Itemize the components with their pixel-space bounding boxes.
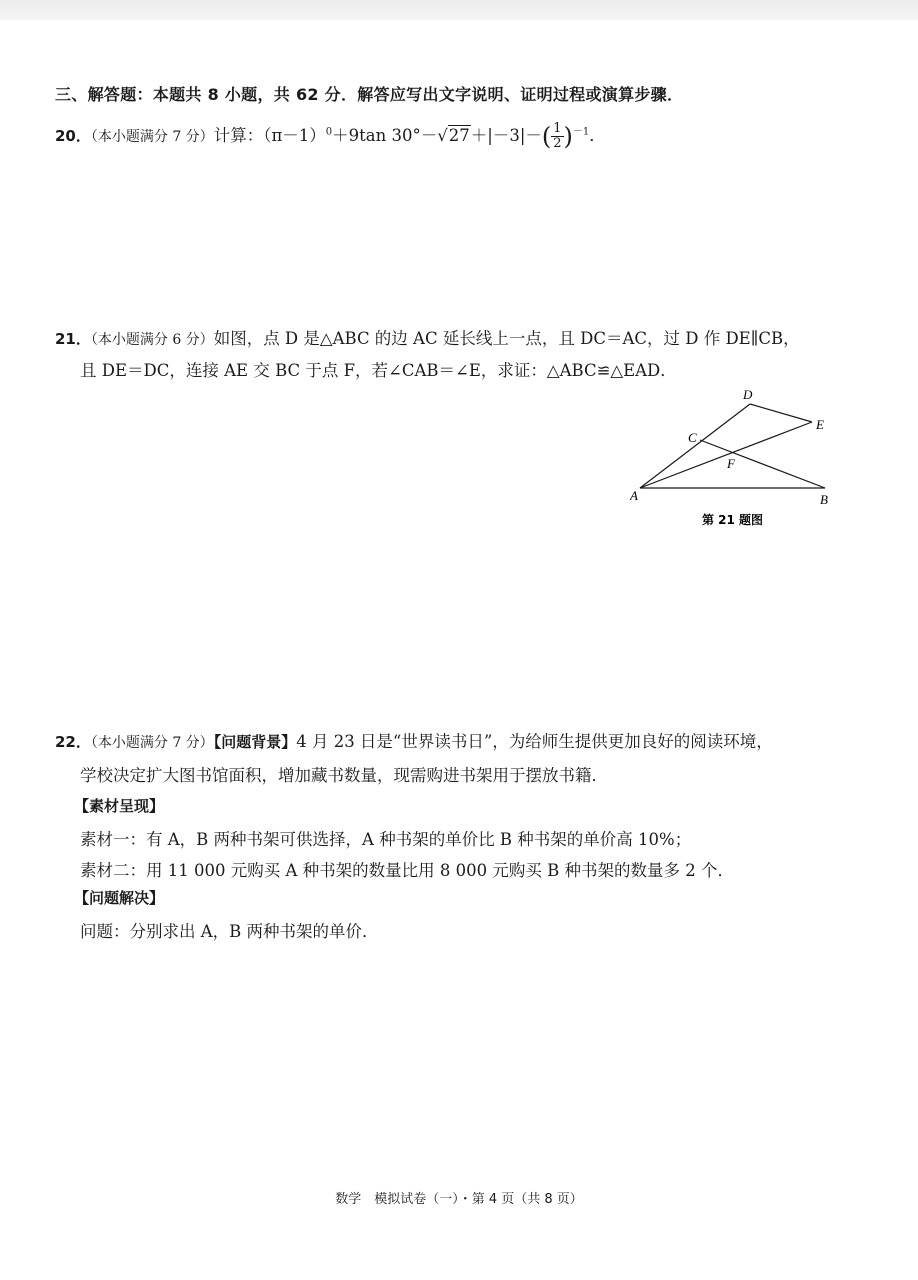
question-21-score: （本小题满分 6 分）	[90, 332, 214, 348]
question-22-line1	[55, 728, 773, 752]
question-21-number: 21．	[55, 330, 91, 348]
question-22-text1: 4 月 23 日是“世界读书日”，为给师生提供更加良好的阅读环境，	[296, 732, 773, 751]
question-20-exponent-zero: 0	[325, 126, 333, 138]
problem-statement: 问题：分别求出 A，B 两种书架的单价．	[80, 922, 379, 941]
question-21-line1	[55, 325, 800, 349]
figure-21	[630, 382, 840, 532]
question-20	[55, 122, 606, 151]
material-one: 素材一：有 A，B 两种书架可供选择，A 种书架的单价比 B 种书架的单价高 10%；	[80, 830, 692, 849]
label-f: F	[727, 456, 735, 471]
fraction-numerator: 1	[553, 121, 562, 136]
label-a: A	[630, 488, 638, 503]
page-footer: 数学 模拟试卷（一）・第 4 页（共 8 页）	[335, 1192, 583, 1207]
fraction-denominator: 2	[553, 136, 562, 151]
question-20-exponent-neg1: －1	[572, 126, 590, 138]
segment-ad	[640, 404, 750, 488]
question-22-score: （本小题满分 7 分）	[90, 735, 214, 751]
question-20-end: ．	[589, 126, 606, 145]
question-20-lead: 计算：	[213, 126, 264, 145]
question-21-text1: 如图，点 D 是△ABC 的边 AC 延长线上一点，且 DC＝AC，过 D 作 DE∥CB，	[213, 329, 800, 348]
section-heading: 三、解答题：本题共 8 小题，共 62 分．解答应写出文字说明、证明过程或演算步骤．	[55, 85, 684, 104]
problem-background-tag: 【问题背景】	[213, 733, 297, 751]
material-two: 素材二：用 11 000 元购买 A 种书架的数量比用 8 000 元购买 B 种书架的数量多 2 个．	[80, 861, 734, 880]
figure-caption: 第 21 题图	[702, 513, 764, 527]
segment-cb	[700, 440, 825, 488]
question-22-line2: 学校决定扩大图书馆面积，增加藏书数量，现需购进书架用于摆放书籍．	[80, 766, 608, 785]
left-paren: (	[541, 122, 552, 151]
question-20-term3: ＋|－3|－	[470, 126, 542, 145]
page-top-edge	[0, 0, 918, 20]
label-d: D	[743, 387, 753, 402]
segment-ae	[640, 422, 812, 488]
question-20-fraction	[551, 122, 563, 151]
question-20-term1: （π－1）	[263, 126, 326, 145]
segment-de	[750, 404, 812, 422]
sqrt-symbol: √	[437, 126, 448, 145]
question-21-line2: 且 DE＝DC，连接 AE 交 BC 于点 F，若∠CAB＝∠E，求证：△ABC≌△EAD．	[80, 361, 677, 380]
question-22-number: 22．	[55, 733, 91, 751]
question-20-term2: ＋9tan 30°－	[332, 126, 438, 145]
question-20-number: 20．	[55, 127, 91, 145]
right-paren: )	[563, 122, 573, 151]
label-e: E	[816, 417, 824, 432]
solve-tag: 【问题解决】	[74, 889, 165, 907]
question-20-radicand: 27	[448, 126, 470, 145]
label-b: B	[820, 492, 828, 507]
question-20-score: （本小题满分 7 分）	[90, 129, 214, 145]
material-tag: 【素材呈现】	[74, 797, 165, 815]
label-c: C	[688, 430, 697, 445]
